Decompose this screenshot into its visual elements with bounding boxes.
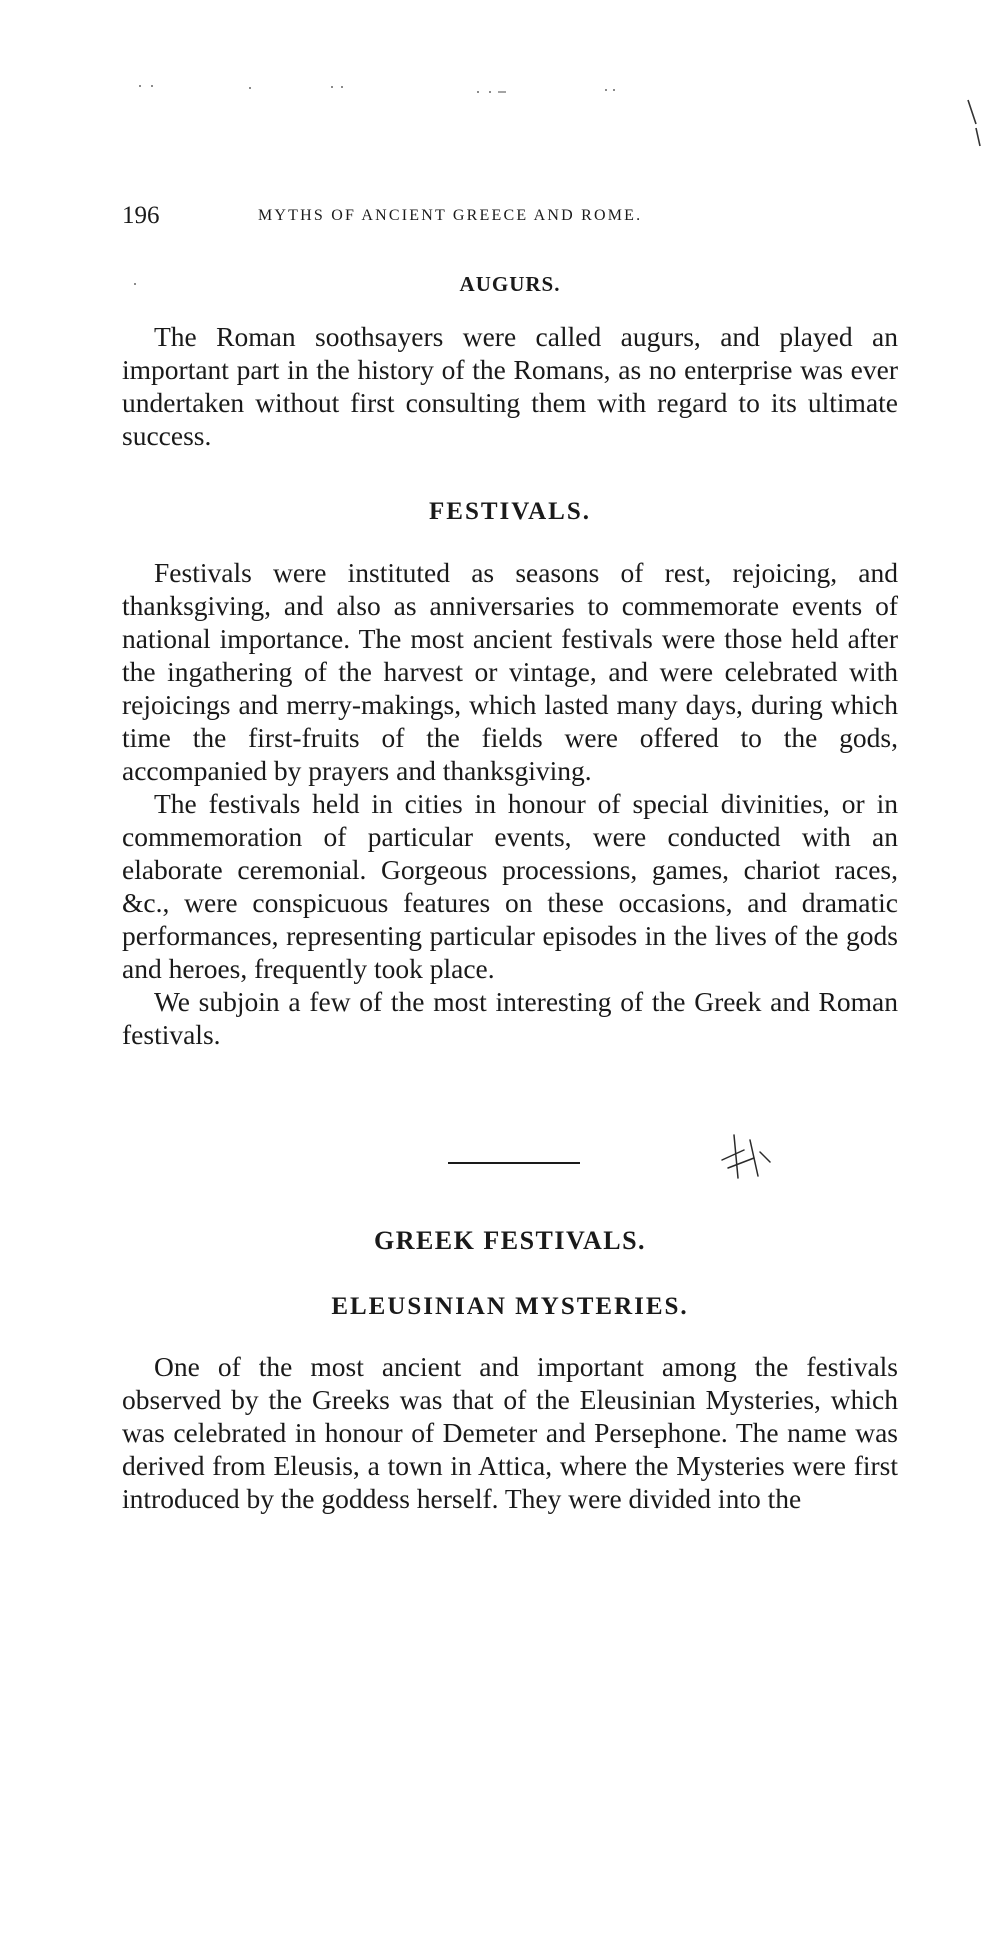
eleusinian-heading: ELEUSINIAN MYSTERIES. <box>331 1293 689 1320</box>
augurs-paragraph: The Roman soothsayers were called augurs, and played an important part in the history of the Romans, as no enterprise was ever undertaken without first consulting them with regard to its ultimate success. <box>122 321 898 451</box>
pencil-mark <box>722 1135 770 1178</box>
greek-festivals-heading: GREEK FESTIVALS. <box>373 1226 647 1255</box>
scan-dot <box>249 87 251 89</box>
festivals-paragraph-1: Festivals were instituted as seasons of rest, rejoicing, and thanksgiving, and also as anniversaries to commemorate events of national importance. The most ancient festivals were those held after the ingathering of the harvest or vintage, and were celebrated with rejoicings and merry-makings, which lasted many days, during which time the first-fruits of the fields were offered to the gods, accompanied by prayers and thanksgiving. <box>122 557 898 786</box>
scan-dot <box>613 89 615 91</box>
augurs-section <box>122 320 898 452</box>
eleusinian-section <box>122 1350 898 1515</box>
running-head <box>122 202 762 234</box>
scan-dot <box>477 91 479 93</box>
page-number: 196 <box>122 202 160 229</box>
augurs-heading: AUGURS. <box>459 272 561 296</box>
festivals-paragraph-3: We subjoin a few of the most interesting of the Greek and Roman festivals. <box>122 986 898 1050</box>
section-divider <box>448 1162 580 1164</box>
scan-dot <box>605 89 607 91</box>
festivals-section <box>122 556 898 1051</box>
scan-dot <box>489 91 491 93</box>
scan-dot <box>139 85 141 87</box>
margin-stroke-mark <box>968 100 980 146</box>
scan-dot <box>151 85 153 87</box>
scan-dot <box>331 86 333 88</box>
festivals-paragraph-2: The festivals held in cities in honour of special divinities, or in commemoration of particular events, were conducted with an elaborate ceremonial. Gorgeous processions, games, chariot races, &c., were conspicuous features on these occasions, and dramatic performances, representing particular episodes in the lives of the gods and heroes, frequently took place. <box>122 788 898 984</box>
scan-dot <box>341 86 343 88</box>
book-title: MYTHS OF ANCIENT GREECE AND ROME. <box>258 207 643 224</box>
festivals-heading: FESTIVALS. <box>429 498 591 525</box>
eleusinian-paragraph: One of the most ancient and important among the festivals observed by the Greeks was that of the Eleusinian Mysteries, which was celebrated in honour of Demeter and Persephone. The name was derived from Eleusis, a town in Attica, where the Mysteries were first introduced by the goddess herself. They were divided into the <box>122 1351 898 1514</box>
